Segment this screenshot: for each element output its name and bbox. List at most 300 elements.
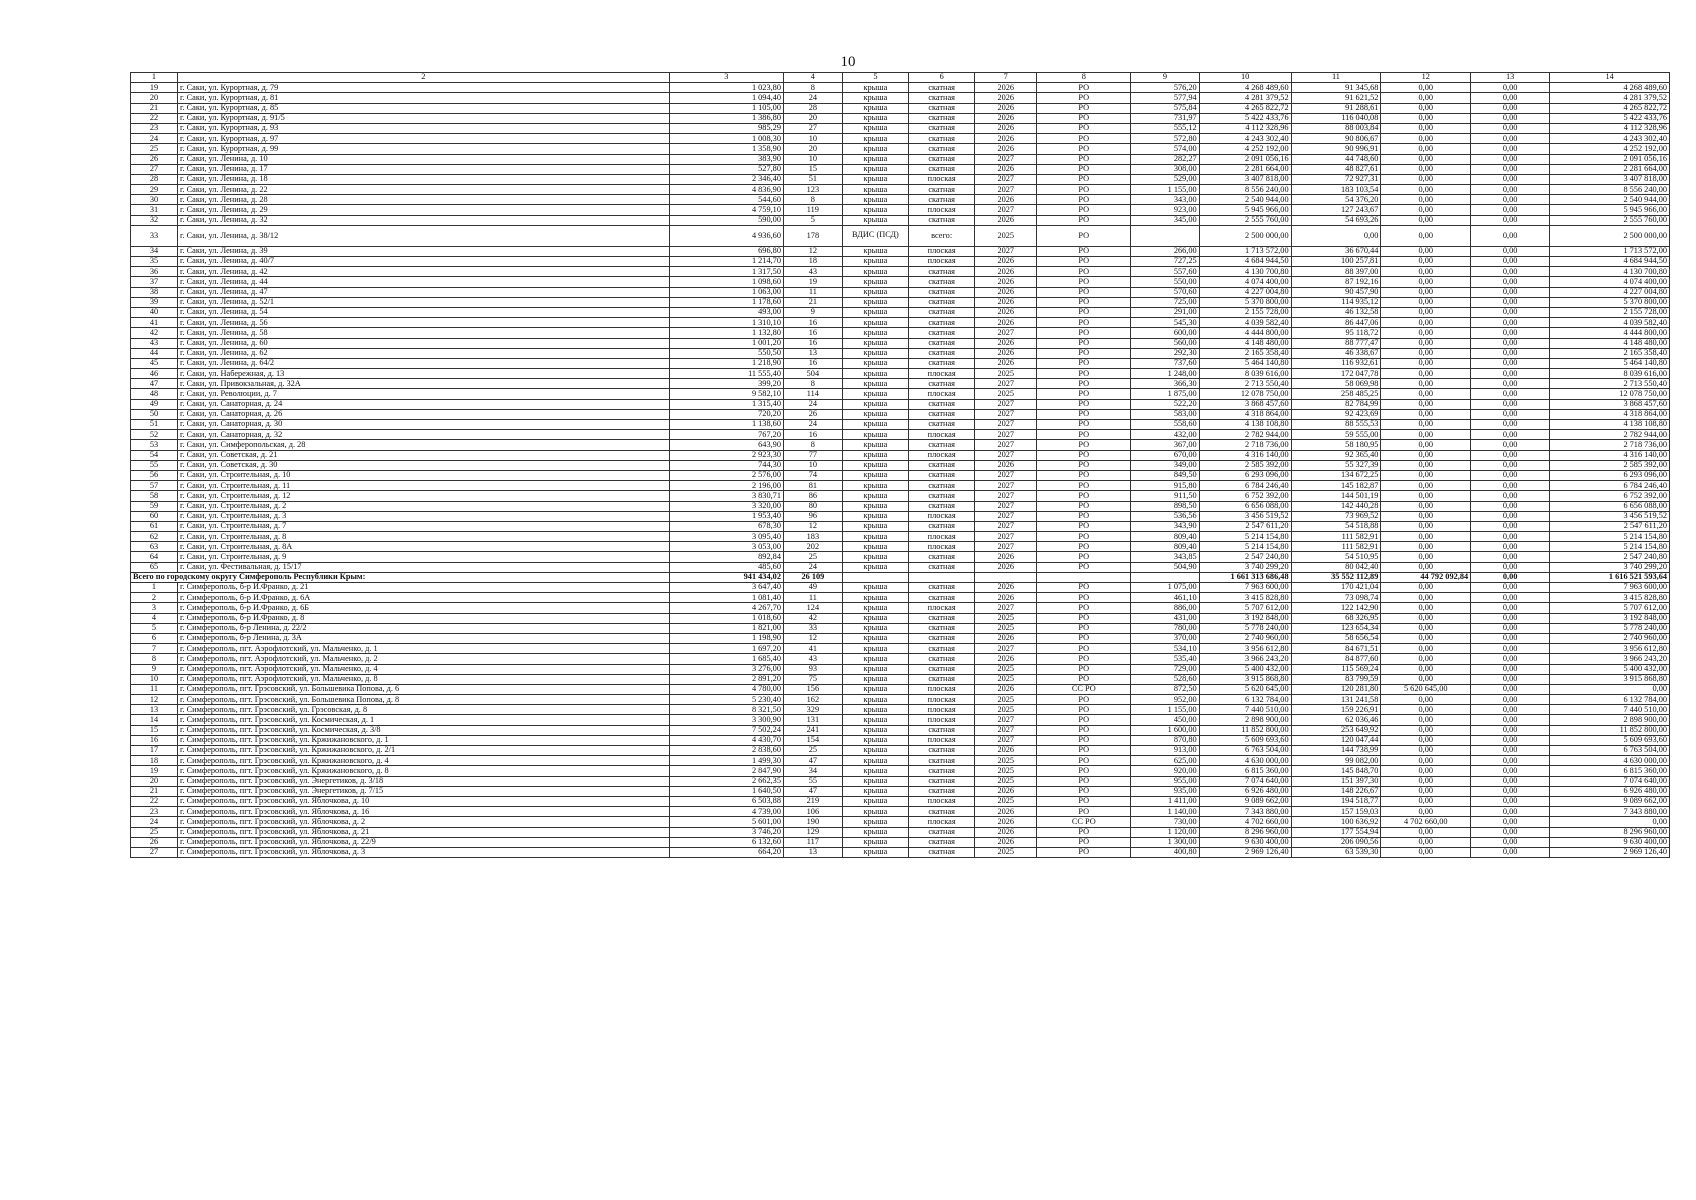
cell-row-number: 9 xyxy=(131,664,178,674)
cell-funding-source: РО xyxy=(1037,470,1131,480)
cell-residents: 183 xyxy=(783,532,842,542)
cell-cost: 2 500 000,00 xyxy=(1199,225,1291,246)
cell-roof-type: плоская xyxy=(909,205,975,215)
cell-residents: 25 xyxy=(783,746,842,756)
cell-volume: 737,60 xyxy=(1131,358,1199,368)
cell-funding-source: РО xyxy=(1037,123,1131,133)
cell-year: 2025 xyxy=(975,674,1037,684)
cell-cost: 5 422 433,76 xyxy=(1199,113,1291,123)
cell-element: крыша xyxy=(842,613,908,623)
cell-row-number: 44 xyxy=(131,348,178,358)
cell-address: г. Саки, ул. Курортная, д. 93 xyxy=(178,123,670,133)
cell-col-12: 0,00 xyxy=(1381,440,1471,450)
cell-element: крыша xyxy=(842,511,908,521)
cell-col-14: 4 252 192,00 xyxy=(1550,144,1670,154)
cell-residents: 25 xyxy=(783,552,842,562)
cell-area: 3 053,00 xyxy=(669,542,783,552)
table-row xyxy=(131,511,1670,521)
cell-element: крыша xyxy=(842,450,908,460)
cell-cost: 5 620 645,00 xyxy=(1199,684,1291,694)
cell-volume: 308,00 xyxy=(1131,164,1199,174)
cell-volume: 915,80 xyxy=(1131,481,1199,491)
cell-row-number: 18 xyxy=(131,756,178,766)
cell-row-number: 63 xyxy=(131,542,178,552)
cell-element: крыша xyxy=(842,164,908,174)
cell-col-11: 72 927,31 xyxy=(1291,174,1381,184)
cell-funding-source: РО xyxy=(1037,623,1131,633)
cell-cost: 5 945 966,00 xyxy=(1199,205,1291,215)
cell-col-11: 59 555,00 xyxy=(1291,430,1381,440)
cell-roof-type: скатная xyxy=(909,379,975,389)
cell-funding-source: РО xyxy=(1037,307,1131,317)
cell-col-13: 0,00 xyxy=(1471,664,1550,674)
cell-row-number: 23 xyxy=(131,123,178,133)
cell-col-14: 4 074 400,00 xyxy=(1550,277,1670,287)
cell-col-12: 0,00 xyxy=(1381,705,1471,715)
cell-col-13: 0,00 xyxy=(1471,817,1550,827)
cell-col-12: 0,00 xyxy=(1381,603,1471,613)
cell-roof-type: скатная xyxy=(909,562,975,572)
cell-cost: 2 713 550,40 xyxy=(1199,379,1291,389)
cell-year: 2027 xyxy=(975,409,1037,419)
cell-cost: 6 656 088,00 xyxy=(1199,501,1291,511)
cell-area: 1 023,80 xyxy=(669,83,783,93)
cell-funding-source: РО xyxy=(1037,521,1131,531)
cell-row-number: 25 xyxy=(131,144,178,154)
cell-year: 2026 xyxy=(975,786,1037,796)
cell-col-11: 54 376,20 xyxy=(1291,195,1381,205)
cell-row-number: 17 xyxy=(131,746,178,756)
cell-col-13: 0,00 xyxy=(1471,257,1550,267)
cell-area: 1 214,70 xyxy=(669,257,783,267)
cell-col-12: 0,00 xyxy=(1381,521,1471,531)
cell-col-13: 0,00 xyxy=(1471,847,1550,857)
cell-col-12: 0,00 xyxy=(1381,103,1471,113)
cell-row-number: 24 xyxy=(131,817,178,827)
cell-funding-source: РО xyxy=(1037,837,1131,847)
cell-col-12: 0,00 xyxy=(1381,501,1471,511)
cell-volume: 370,00 xyxy=(1131,633,1199,643)
cell-volume: 555,12 xyxy=(1131,123,1199,133)
cell-col-14: 3 415 828,80 xyxy=(1550,593,1670,603)
table-row xyxy=(131,195,1670,205)
cell-col-13: 0,00 xyxy=(1471,481,1550,491)
cell-col-13: 0,00 xyxy=(1471,287,1550,297)
cell-roof-type: плоская xyxy=(909,389,975,399)
cell-address: г. Симферополь, б-р Ленина, д. 3А xyxy=(178,633,670,643)
cell-residents: 329 xyxy=(783,705,842,715)
cell-col-14: 2 713 550,40 xyxy=(1550,379,1670,389)
cell-address: г. Саки, ул. Привокзальная, д. 32А xyxy=(178,379,670,389)
cell-address: г. Саки, ул. Ленина, д. 64/2 xyxy=(178,358,670,368)
cell-row-number: 19 xyxy=(131,83,178,93)
cell-volume: 367,00 xyxy=(1131,440,1199,450)
total-c11: 35 552 112,89 xyxy=(1291,572,1381,582)
cell-volume: 923,00 xyxy=(1131,205,1199,215)
cell-element: крыша xyxy=(842,358,908,368)
cell-year: 2027 xyxy=(975,725,1037,735)
cell-col-12: 0,00 xyxy=(1381,460,1471,470)
cell-row-number: 28 xyxy=(131,174,178,184)
cell-element: крыша xyxy=(842,440,908,450)
cell-row-number: 60 xyxy=(131,511,178,521)
cell-roof-type: скатная xyxy=(909,113,975,123)
cell-residents: 156 xyxy=(783,684,842,694)
table-row xyxy=(131,450,1670,460)
table-row xyxy=(131,847,1670,857)
table-row xyxy=(131,583,1670,593)
table-row xyxy=(131,817,1670,827)
cell-col-13: 0,00 xyxy=(1471,542,1550,552)
cell-address: г. Симферополь, пгт. Грэсовский, ул. Яблочкова, д. 21 xyxy=(178,827,670,837)
cell-address: г. Симферополь, б-р И.Франко, д. 21 xyxy=(178,583,670,593)
cell-funding-source: РО xyxy=(1037,430,1131,440)
cell-area: 678,30 xyxy=(669,521,783,531)
cell-col-14: 4 630 000,00 xyxy=(1550,756,1670,766)
cell-element: крыша xyxy=(842,83,908,93)
cell-cost: 3 915 868,80 xyxy=(1199,674,1291,684)
cell-row-number: 43 xyxy=(131,338,178,348)
cell-year: 2027 xyxy=(975,420,1037,430)
cell-col-12: 0,00 xyxy=(1381,786,1471,796)
cell-col-12: 0,00 xyxy=(1381,215,1471,225)
cell-col-12: 0,00 xyxy=(1381,297,1471,307)
cell-cost: 4 138 108,80 xyxy=(1199,420,1291,430)
cell-col-13: 0,00 xyxy=(1471,399,1550,409)
cell-row-number: 16 xyxy=(131,735,178,745)
cell-col-11: 63 539,30 xyxy=(1291,847,1381,857)
cell-funding-source: РО xyxy=(1037,389,1131,399)
cell-volume: 550,00 xyxy=(1131,277,1199,287)
cell-address: г. Саки, ул. Ленина, д. 17 xyxy=(178,164,670,174)
cell-funding-source: РО xyxy=(1037,491,1131,501)
cell-year: 2027 xyxy=(975,205,1037,215)
cell-col-11: 73 098,74 xyxy=(1291,593,1381,603)
cell-year: 2027 xyxy=(975,430,1037,440)
cell-col-13: 0,00 xyxy=(1471,113,1550,123)
cell-area: 1 138,60 xyxy=(669,420,783,430)
cell-address: г. Симферополь, пгт. Грэсовский, ул. Яблочкова, д. 10 xyxy=(178,796,670,806)
cell-residents: 80 xyxy=(783,501,842,511)
cell-volume: 780,00 xyxy=(1131,623,1199,633)
cell-cost: 5 214 154,80 xyxy=(1199,542,1291,552)
cell-roof-type: скатная xyxy=(909,583,975,593)
cell-col-14: 2 898 900,00 xyxy=(1550,715,1670,725)
cell-address: г. Саки, ул. Курортная, д. 91/5 xyxy=(178,113,670,123)
cell-cost: 3 740 299,20 xyxy=(1199,562,1291,572)
cell-area: 720,20 xyxy=(669,409,783,419)
table-row xyxy=(131,318,1670,328)
cell-area: 1 821,00 xyxy=(669,623,783,633)
cell-residents: 8 xyxy=(783,195,842,205)
cell-residents: 96 xyxy=(783,511,842,521)
cell-year: 2026 xyxy=(975,593,1037,603)
cell-address: г. Саки, ул. Ленина, д. 18 xyxy=(178,174,670,184)
cell-address: г. Саки, ул. Санаторная, д. 32 xyxy=(178,430,670,440)
cell-element: крыша xyxy=(842,195,908,205)
cell-row-number: 11 xyxy=(131,684,178,694)
cell-volume: 575,84 xyxy=(1131,103,1199,113)
cell-funding-source: РО xyxy=(1037,613,1131,623)
cell-funding-source: СС РО xyxy=(1037,817,1131,827)
cell-funding-source: РО xyxy=(1037,460,1131,470)
cell-volume: 729,00 xyxy=(1131,664,1199,674)
cell-year: 2027 xyxy=(975,735,1037,745)
total-cost: 1 661 313 686,48 xyxy=(1199,572,1291,582)
cell-address: г. Саки, ул. Строительная, д. 7 xyxy=(178,521,670,531)
cell-address: г. Симферополь, пгт. Грэсовский, ул. Большевика Попова, д. 6 xyxy=(178,684,670,694)
cell-col-13: 0,00 xyxy=(1471,593,1550,603)
total-c12: 44 792 092,84 xyxy=(1381,572,1471,582)
cell-address: г. Симферополь, пгт. Аэрофлотский, ул. Мальченко, д. 8 xyxy=(178,674,670,684)
cell-year: 2026 xyxy=(975,113,1037,123)
header-cell-4: 4 xyxy=(783,73,842,83)
cell-cost: 5 370 800,00 xyxy=(1199,297,1291,307)
cell-residents: 11 xyxy=(783,287,842,297)
cell-area: 485,60 xyxy=(669,562,783,572)
cell-col-11: 151 397,30 xyxy=(1291,776,1381,786)
cell-area: 2 576,00 xyxy=(669,470,783,480)
cell-volume: 560,00 xyxy=(1131,338,1199,348)
cell-col-14: 0,00 xyxy=(1550,817,1670,827)
cell-year: 2027 xyxy=(975,603,1037,613)
cell-area: 1 063,00 xyxy=(669,287,783,297)
cell-address: г. Симферополь, пгт. Грэсовский, ул. Кржижановского, д. 8 xyxy=(178,766,670,776)
cell-year: 2025 xyxy=(975,664,1037,674)
cell-area: 2 838,60 xyxy=(669,746,783,756)
table-row xyxy=(131,409,1670,419)
cell-col-11: 253 649,92 xyxy=(1291,725,1381,735)
cell-col-11: 84 671,51 xyxy=(1291,644,1381,654)
cell-funding-source: РО xyxy=(1037,338,1131,348)
cell-row-number: 3 xyxy=(131,603,178,613)
cell-col-11: 88 397,00 xyxy=(1291,267,1381,277)
cell-year: 2025 xyxy=(975,369,1037,379)
cell-address: г. Саки, ул. Советская, д. 21 xyxy=(178,450,670,460)
cell-year: 2025 xyxy=(975,225,1037,246)
cell-row-number: 62 xyxy=(131,532,178,542)
cell-year: 2026 xyxy=(975,633,1037,643)
table-row xyxy=(131,164,1670,174)
cell-col-13: 0,00 xyxy=(1471,164,1550,174)
cell-roof-type: плоская xyxy=(909,684,975,694)
table-row xyxy=(131,369,1670,379)
cell-address: г. Саки, ул. Ленина, д. 56 xyxy=(178,318,670,328)
cell-cost: 7 343 880,00 xyxy=(1199,807,1291,817)
cell-address: г. Симферополь, пгт. Грэсовский, ул. Энергетиков, д. 7/15 xyxy=(178,786,670,796)
cell-col-13: 0,00 xyxy=(1471,450,1550,460)
cell-col-11: 48 827,61 xyxy=(1291,164,1381,174)
cell-col-11: 92 365,40 xyxy=(1291,450,1381,460)
cell-col-11: 90 457,90 xyxy=(1291,287,1381,297)
cell-residents: 10 xyxy=(783,460,842,470)
cell-residents: 16 xyxy=(783,358,842,368)
cell-year: 2027 xyxy=(975,328,1037,338)
cell-col-11: 206 090,56 xyxy=(1291,837,1381,847)
cell-col-14: 3 956 612,80 xyxy=(1550,644,1670,654)
cell-element: крыша xyxy=(842,103,908,113)
cell-element: крыша xyxy=(842,827,908,837)
cell-roof-type: скатная xyxy=(909,287,975,297)
cell-col-11: 92 423,69 xyxy=(1291,409,1381,419)
cell-residents: 154 xyxy=(783,735,842,745)
cell-funding-source: РО xyxy=(1037,369,1131,379)
cell-roof-type: скатная xyxy=(909,664,975,674)
cell-cost: 4 318 864,00 xyxy=(1199,409,1291,419)
table-row xyxy=(131,328,1670,338)
cell-element: крыша xyxy=(842,267,908,277)
table-row xyxy=(131,807,1670,817)
cell-col-13: 0,00 xyxy=(1471,174,1550,184)
cell-year: 2025 xyxy=(975,389,1037,399)
total-people: 26 109 xyxy=(783,572,842,582)
cell-address: г. Саки, ул. Строительная, д. 12 xyxy=(178,491,670,501)
cell-area: 2 662,35 xyxy=(669,776,783,786)
cell-roof-type: плоская xyxy=(909,705,975,715)
section-total xyxy=(131,572,1670,582)
cell-element: крыша xyxy=(842,552,908,562)
cell-col-11: 99 082,00 xyxy=(1291,756,1381,766)
section-simferopol xyxy=(131,583,1670,858)
header-cell-9: 9 xyxy=(1131,73,1199,83)
cell-element: крыша xyxy=(842,746,908,756)
cell-element: крыша xyxy=(842,318,908,328)
cell-volume: 576,20 xyxy=(1131,83,1199,93)
cell-col-13: 0,00 xyxy=(1471,735,1550,745)
header-cell-10: 10 xyxy=(1199,73,1291,83)
cell-year: 2026 xyxy=(975,807,1037,817)
cell-col-13: 0,00 xyxy=(1471,338,1550,348)
table-row xyxy=(131,399,1670,409)
cell-col-14: 5 214 154,80 xyxy=(1550,532,1670,542)
cell-roof-type: скатная xyxy=(909,613,975,623)
cell-col-11: 116 932,61 xyxy=(1291,358,1381,368)
cell-residents: 24 xyxy=(783,399,842,409)
cell-col-12: 0,00 xyxy=(1381,766,1471,776)
cell-volume: 529,00 xyxy=(1131,174,1199,184)
cell-volume: 558,60 xyxy=(1131,420,1199,430)
cell-volume: 952,00 xyxy=(1131,695,1199,705)
cell-area: 1 386,80 xyxy=(669,113,783,123)
cell-roof-type: скатная xyxy=(909,185,975,195)
cell-col-14: 2 782 944,00 xyxy=(1550,430,1670,440)
table-row xyxy=(131,460,1670,470)
cell-col-12: 0,00 xyxy=(1381,827,1471,837)
cell-address: г. Саки, ул. Строительная, д. 10 xyxy=(178,470,670,480)
table-row xyxy=(131,430,1670,440)
cell-funding-source: РО xyxy=(1037,246,1131,256)
cell-cost: 2 718 736,00 xyxy=(1199,440,1291,450)
cell-address: г. Саки, ул. Ленина, д. 52/1 xyxy=(178,297,670,307)
cell-volume: 731,97 xyxy=(1131,113,1199,123)
cell-col-11: 87 192,16 xyxy=(1291,277,1381,287)
cell-funding-source: РО xyxy=(1037,746,1131,756)
cell-year: 2027 xyxy=(975,399,1037,409)
cell-residents: 20 xyxy=(783,113,842,123)
cell-residents: 241 xyxy=(783,725,842,735)
header-cell-5: 5 xyxy=(842,73,908,83)
cell-col-11: 134 672,25 xyxy=(1291,470,1381,480)
cell-col-12: 0,00 xyxy=(1381,369,1471,379)
cell-volume: 266,00 xyxy=(1131,246,1199,256)
cell-col-14: 2 740 960,00 xyxy=(1550,633,1670,643)
cell-area: 1 105,00 xyxy=(669,103,783,113)
cell-residents: 124 xyxy=(783,603,842,613)
table-row xyxy=(131,725,1670,735)
cell-element: крыша xyxy=(842,583,908,593)
cell-year: 2027 xyxy=(975,511,1037,521)
cell-element: крыша xyxy=(842,695,908,705)
cell-funding-source: РО xyxy=(1037,847,1131,857)
cell-funding-source: РО xyxy=(1037,440,1131,450)
cell-col-11: 90 806,67 xyxy=(1291,134,1381,144)
cell-year: 2026 xyxy=(975,287,1037,297)
cell-col-11: 120 281,80 xyxy=(1291,684,1381,694)
cell-residents: 114 xyxy=(783,389,842,399)
cell-residents: 74 xyxy=(783,470,842,480)
cell-row-number: 30 xyxy=(131,195,178,205)
cell-col-11: 86 447,06 xyxy=(1291,318,1381,328)
cell-residents: 129 xyxy=(783,827,842,837)
cell-col-14: 4 148 480,00 xyxy=(1550,338,1670,348)
cell-residents: 49 xyxy=(783,583,842,593)
cell-volume: 870,80 xyxy=(1131,735,1199,745)
cell-col-12: 0,00 xyxy=(1381,134,1471,144)
cell-element: крыша xyxy=(842,277,908,287)
table-row xyxy=(131,664,1670,674)
cell-roof-type: плоская xyxy=(909,246,975,256)
cell-area: 1 310,10 xyxy=(669,318,783,328)
cell-area: 1 001,20 xyxy=(669,338,783,348)
cell-area: 2 891,20 xyxy=(669,674,783,684)
cell-residents: 24 xyxy=(783,562,842,572)
cell-roof-type: скатная xyxy=(909,328,975,338)
cell-col-12: 0,00 xyxy=(1381,154,1471,164)
cell-row-number: 46 xyxy=(131,369,178,379)
cell-residents: 24 xyxy=(783,93,842,103)
cell-funding-source: РО xyxy=(1037,501,1131,511)
table-row xyxy=(131,348,1670,358)
cell-roof-type: скатная xyxy=(909,776,975,786)
cell-cost: 4 316 140,00 xyxy=(1199,450,1291,460)
cell-area: 5 230,40 xyxy=(669,695,783,705)
cell-year: 2027 xyxy=(975,644,1037,654)
cell-roof-type: скатная xyxy=(909,756,975,766)
cell-row-number: 32 xyxy=(131,215,178,225)
cell-col-13: 0,00 xyxy=(1471,369,1550,379)
cell-residents: 24 xyxy=(783,420,842,430)
cell-col-11: 95 118,72 xyxy=(1291,328,1381,338)
cell-col-14: 8 039 616,00 xyxy=(1550,369,1670,379)
cell-col-12: 0,00 xyxy=(1381,409,1471,419)
cell-col-14: 6 656 088,00 xyxy=(1550,501,1670,511)
cell-col-14: 12 078 750,00 xyxy=(1550,389,1670,399)
cell-address: г. Саки, ул. Строительная, д. 9 xyxy=(178,552,670,562)
cell-col-13: 0,00 xyxy=(1471,674,1550,684)
table-row xyxy=(131,440,1670,450)
cell-funding-source: РО xyxy=(1037,664,1131,674)
cell-cost: 5 609 693,60 xyxy=(1199,735,1291,745)
cell-col-14: 4 268 489,60 xyxy=(1550,83,1670,93)
cell-row-number: 53 xyxy=(131,440,178,450)
cell-year: 2027 xyxy=(975,491,1037,501)
cell-area: 1 218,90 xyxy=(669,358,783,368)
cell-area: 1 697,20 xyxy=(669,644,783,654)
cell-roof-type: плоская xyxy=(909,450,975,460)
cell-year: 2027 xyxy=(975,532,1037,542)
cell-funding-source: РО xyxy=(1037,593,1131,603)
cell-area: 3 300,90 xyxy=(669,715,783,725)
